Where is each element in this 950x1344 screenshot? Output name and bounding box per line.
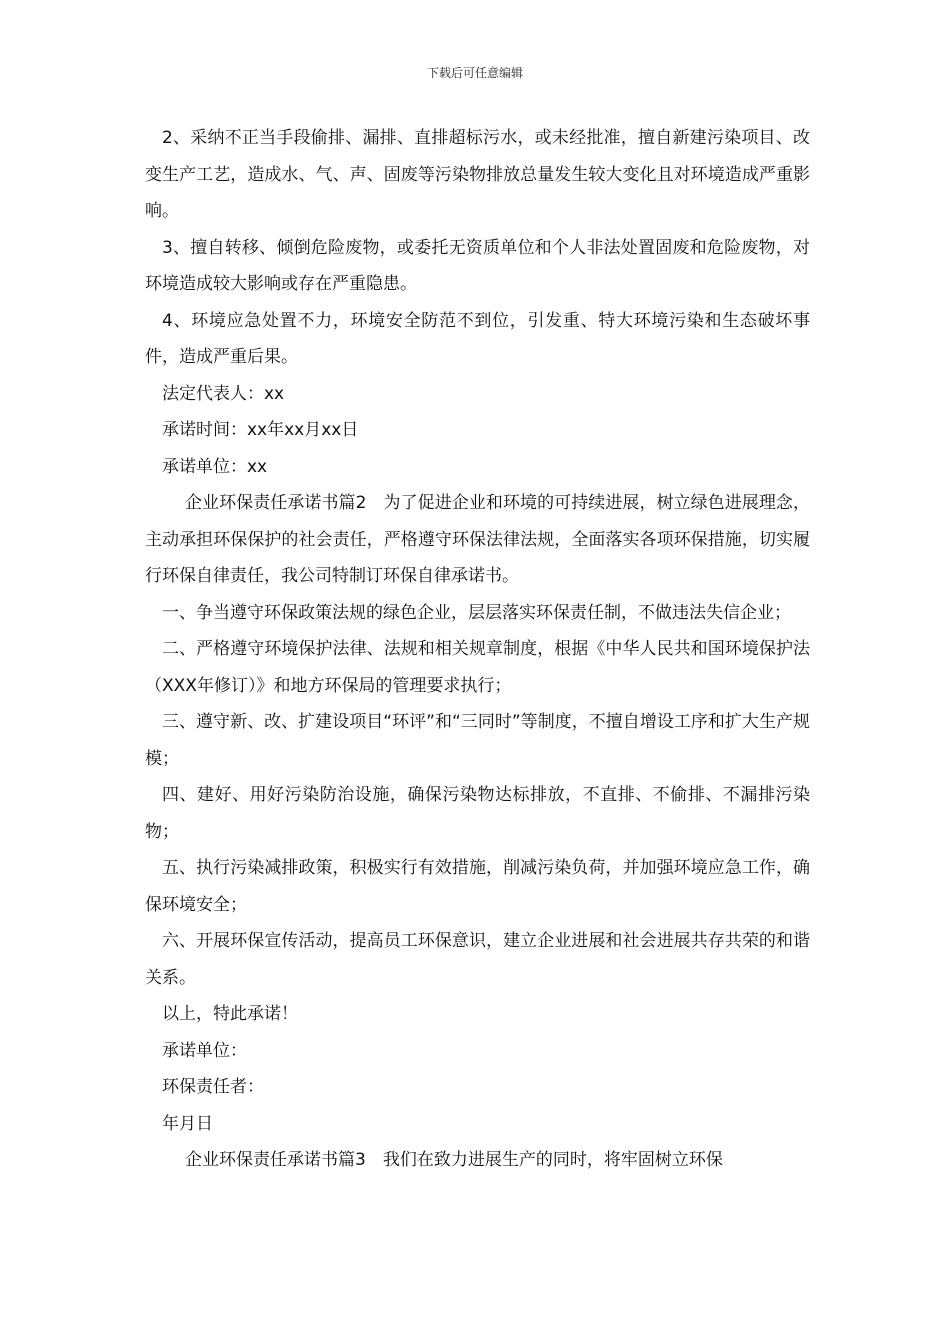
signature-date-line: 年月日 <box>162 1113 213 1134</box>
clause-three: 三、遵守新、改、扩建设项目“环评”和“三同时”等制度，不擅自增设工序和扩大生产规模； <box>145 712 810 769</box>
page-header-note: 下载后可任意编辑 <box>426 66 523 80</box>
legal-representative-line: 法定代表人：xx <box>162 383 285 404</box>
paragraph-item-3: 3、擅自转移、倾倒危险废物，或委托无资质单位和个人非法处置固废和危险废物，对环境造成较大影响或存在严重隐患。 <box>145 237 810 294</box>
document-body <box>145 120 810 1179</box>
clause-four: 四、建好、用好污染防治设施，确保污染物达标排放，不直排、不偷排、不漏排污染物； <box>145 785 810 842</box>
section-2-intro: 企业环保责任承诺书篇2 为了促进企业和环境的可持续进展，树立绿色进展理念，主动承担环保保护的社会责任，严格遵守环保法律法规，全面落实各项环保措施，切实履行环保自律责任，我公司特制订环保自律承诺书。 <box>145 493 810 586</box>
section-3-intro: 企业环保责任承诺书篇3 我们在致力进展生产的同时，将牢固树立环保 <box>185 1150 723 1170</box>
clause-two: 二、严格遵守环境保护法律、法规和相关规章制度，根据《中华人民共和国环境保护法（XXX年修订）》和地方环保局的管理要求执行； <box>145 639 810 696</box>
signature-unit-line: 承诺单位： <box>162 1040 247 1061</box>
signature-responsible-line: 环保责任者： <box>162 1077 264 1097</box>
clause-six: 六、开展环保宣传活动，提高员工环保意识，建立企业进展和社会进展共存共荣的和谐关系。 <box>145 931 810 988</box>
clause-five: 五、执行污染减排政策，积极实行有效措施，削减污染负荷，并加强环境应急工作，确保环境安全； <box>145 858 810 915</box>
paragraph-item-2: 2、采纳不正当手段偷排、漏排、直排超标污水，或未经批准，擅自新建污染项目、改变生产工艺，造成水、气、声、固废等污染物排放总量发生较大变化且对环境造成严重影响。 <box>145 128 810 221</box>
clause-one: 一、争当遵守环保政策法规的绿色企业，层层落实环保责任制，不做违法失信企业； <box>162 602 791 623</box>
paragraph-item-4: 4、环境应急处置不力，环境安全防范不到位，引发重、特大环境污染和生态破坏事件，造成严重后果。 <box>145 310 810 367</box>
closing-statement: 以上，特此承诺！ <box>162 1004 298 1024</box>
commitment-unit-line: 承诺单位：xx <box>162 456 268 477</box>
commitment-date-line: 承诺时间：xx年xx月xx日 <box>162 420 359 440</box>
